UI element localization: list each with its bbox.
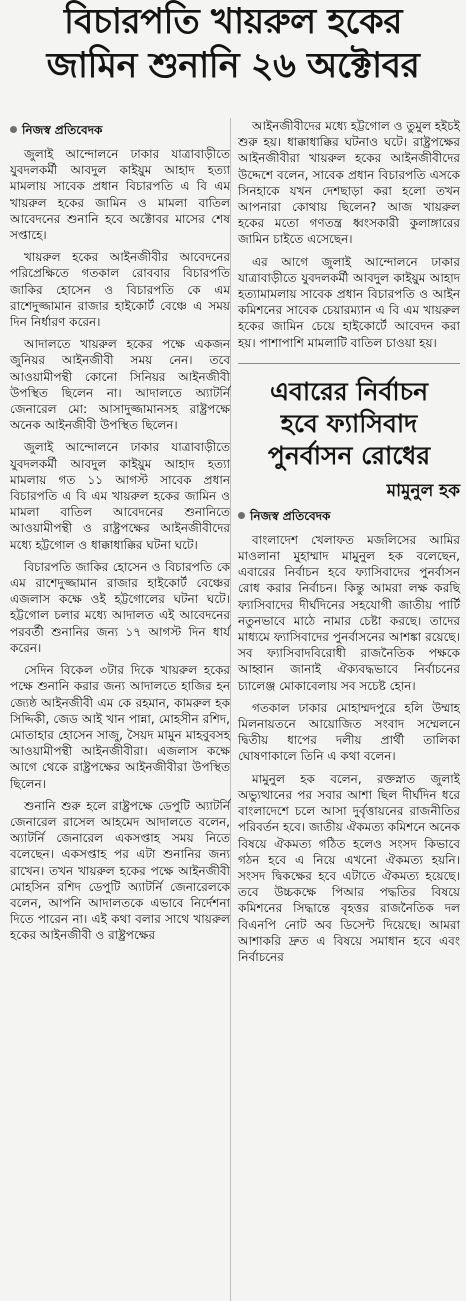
story2-headline [238, 363, 460, 472]
story2-headline-line-2: হবে ফ্যাসিবাদ [280, 408, 418, 438]
story2-headline-line-1: এবারের নির্বাচন [269, 376, 429, 406]
story2-author: মামুনুল হক [386, 480, 460, 501]
story1-byline-text: নিজস্ব প্রতিবেদক [22, 123, 103, 137]
story1-paragraph: সেদিন বিকেল ৩টার দিকে খায়রুল হকের পক্ষে শুনানি করার জন্য আদালতে হাজির হন জ্যেষ্ঠ আইনজীবী এম কে রহমান, কামরুল হক সিদ্দিকী, জেড আই খান পান্না, মোহসীন রশিদ, মোতাহার হোসেন সাজু, সৈয়দ মামুন মাহবুবসহ আওয়ামীপন্থী আইনজীবীরা। এজলাস কক্ষে আগে থেকে রাষ্ট্রপক্ষের আইনজীবীরা উপস্থিত ছিলেন। [10, 663, 230, 791]
story2-headline-line-3: পুনর্বাসন রোধের [267, 440, 431, 470]
story1-paragraph: আদালতে খায়রুল হকের পক্ষে একজন জুনিয়র আইনজীবী সময় নেন। তবে আওয়ামীপন্থী কোনো সিনিয়র আইনজীবী উপস্থিত ছিলেন না। আদালতে অ্যাটর্নি জেনারেল মো: আসাদুজ্জামানসহ রাষ্ট্রপক্ষে অনেক আইনজীবী উপস্থিত ছিলেন। [10, 337, 230, 433]
story2-paragraph: মামুনুল হক বলেন, রক্তস্নাত জুলাই অভ্যুত্থানের পর সবার আশা ছিল দীর্ঘদিন ধরে বাংলাদেশে চলে আসা দুর্বৃত্তায়নের রাজনীতির পরিবর্তন হবে। জাতীয় ঐকমত্য কমিশনে অনেক বিষয়ে ঐকমত্য গঠিত হলেও সংসদ কিভাবে গঠন হবে এ নিয়ে এখনো ঐকমত্য হয়নি। সংসদ দ্বিকক্ষের হবে এটাতে ঐকমত্য হয়েছে। তবে উচ্চকক্ষে পিআর পদ্ধতির বিষয়ে কমিশনের সিদ্ধান্তে বৃহত্তর রাজনৈতিক দল বিএনপি নোট অব ডিসেন্ট দিয়েছে। আমরা আশাকরি দ্রুত এ বিষয়ে সমাধান হবে এবং নির্বাচনের [238, 771, 460, 964]
left-column [10, 118, 230, 950]
story1-byline [10, 122, 230, 138]
story2-paragraph: গতকাল ঢাকার মোহাম্মদপুরে হলি উম্মাহ মিলনায়তনে আয়োজিত সংবাদ সম্মেলনে দ্বিতীয় ধাপের দলীয় প্রার্থী তালিকা ঘোষণাকালে তিনি এ কথা বলেন। [238, 700, 460, 764]
bullet-icon [238, 512, 245, 519]
story1-paragraph: খায়রুল হকের আইনজীবীর আবেদনের পরিপ্রেক্ষিতে গতকাল রোববার বিচারপতি জাকির হোসেন ও বিচারপতি কে এম রাশেদুজ্জামান রাজার হাইকোর্ট বেঞ্চে এ সময় দিন নির্ধারণ করেন। [10, 250, 230, 330]
story1-paragraph: জুলাই আন্দোলনে ঢাকার যাত্রাবাড়ীতে যুবদলকর্মী আবদুল কাইয়ুম আহাদ হত্যা মামলায় সাবেক প্রধান বিচারপতি এ বি এম খায়রুল হকের জামিন ও মামলা বাতিল আবেদনের শুনানি হবে অক্টোবর মাসের শেষ সপ্তাহে। [10, 147, 230, 243]
right-column [238, 118, 460, 971]
story1-paragraph: আইনজীবীদের মধ্যে হট্টগোল ও তুমুল হইচই শুরু হয়। ধাক্কাধাক্কির ঘটনাও ঘটে। রাষ্ট্রপক্ষের আইনজীবীরা খায়রুল হকের আইনজীবীদের উদ্দেশে বলেন, সাবেক প্রধান বিচারপতি এসকে সিনহাকে যখন দেশছাড়া করা হলো তখন আপনারা কোথায় ছিলেন? আজ খায়রুল হকের মতো গণতন্ত্র ধ্বংসকারী কুলাঙ্গারের জামিন চাইতে এসেছেন। [238, 119, 460, 247]
column-divider [230, 118, 231, 1301]
headline-line-1: বিচারপতি খায়রুল হকের [63, 2, 403, 42]
bullet-icon [10, 126, 17, 133]
story1-paragraph: এর আগে জুলাই আন্দোলনে ঢাকার যাত্রাবাড়ীতে যুবদলকর্মী আবদুল কাইয়ুম আহাদ হত্যামামলায় সাবেক প্রধান বিচারপতি ও আইন কমিশনের সাবেক চেয়ারম্যান এ বি এম খায়রুল হকের জামিন চেয়ে হাইকোর্টে আবেদন করা হয়। পাশাপাশি মামলাটি বাতিল চাওয়া হয়। [238, 254, 460, 350]
story2-byline [238, 508, 460, 524]
headline-line-2: জামিন শুনানি ২৬ অক্টোবর [46, 46, 420, 86]
story2-paragraph: বাংলাদেশ খেলাফত মজলিসের আমির মাওলানা মুহাম্মাদ মামুনুল হক বলেছেন, এবারের নির্বাচন হবে ফ্যাসিবাদের পুনর্বাসন রোধ করার নির্বাচন। কিন্তু আমরা লক্ষ করছি ফ্যাসিবাদের দীর্ঘদিনের সহযোগী জাতীয় পার্টি নতুনভাবে মাঠে নামার চেষ্টা করছে। তাদের মাধ্যমে ফ্যাসিবাদের পুনর্বাসনের আশঙ্কা রয়েছে। সব ফ্যাসিবাদবিরোধী রাজনৈতিক পক্ষকে আহ্বান জানাই ঐক্যবদ্ধভাবে নির্বাচনের চ্যালেঞ্জ মোকাবেলায় সব সচেষ্ট হোন। [238, 532, 460, 693]
story1-paragraph: জুলাই আন্দোলনে ঢাকার যাত্রাবাড়ীতে যুবদলকর্মী আবদুল কাইয়ুম আহাদ হত্যা মামলায় গত ১১ আগস্ট সাবেক প্রধান বিচারপতি এ বি এম খায়রুল হকের জামিন ও মামলা বাতিল আবেদনের শুনানিতে আওয়ামীপন্থী ও রাষ্ট্রপক্ষের আইনজীবীদের মধ্যে হট্টগোল ও ধাক্কাধাক্কির ঘটনা ঘটে। [10, 440, 230, 552]
story1-paragraph: শুনানি শুরু হলে রাষ্ট্রপক্ষে ডেপুটি অ্যাটর্নি জেনারেল রাসেল আহমেদ আদালতে বলেন, অ্যাটর্নি জেনারেল একসপ্তাহ সময় নিতে বলেছেন। একসপ্তাহ পর এটা শুনানির জন্য রাখেন। তখন খায়রুল হকের পক্ষে আইনজীবী মোহসিন রশিদ ডেপুটি অ্যাটর্নি জেনারেলকে বলেন, আপনি আদালতকে এভাবে নির্দেশনা দিতে পারেন না। এই কথা বলার সাথে খায়রুল হকের আইনজীবী ও রাষ্ট্রপক্ষের [10, 798, 230, 943]
story2-byline-text: নিজস্ব প্রতিবেদক [250, 508, 331, 523]
headline [0, 0, 466, 88]
story1-paragraph: বিচারপতি জাকির হোসেন ও বিচারপতি কে এম রাশেদুজ্জামান রাজার হাইকোর্ট বেঞ্চের এজলাস কক্ষে ওই হট্টগোলের ঘটনা ঘটে। হট্টগোল চলার মধ্যে আদালত এই আবেদনের পরবর্তী শুনানির জন্য ১৭ আগস্ট দিন ধার্য করেন। [10, 559, 230, 655]
